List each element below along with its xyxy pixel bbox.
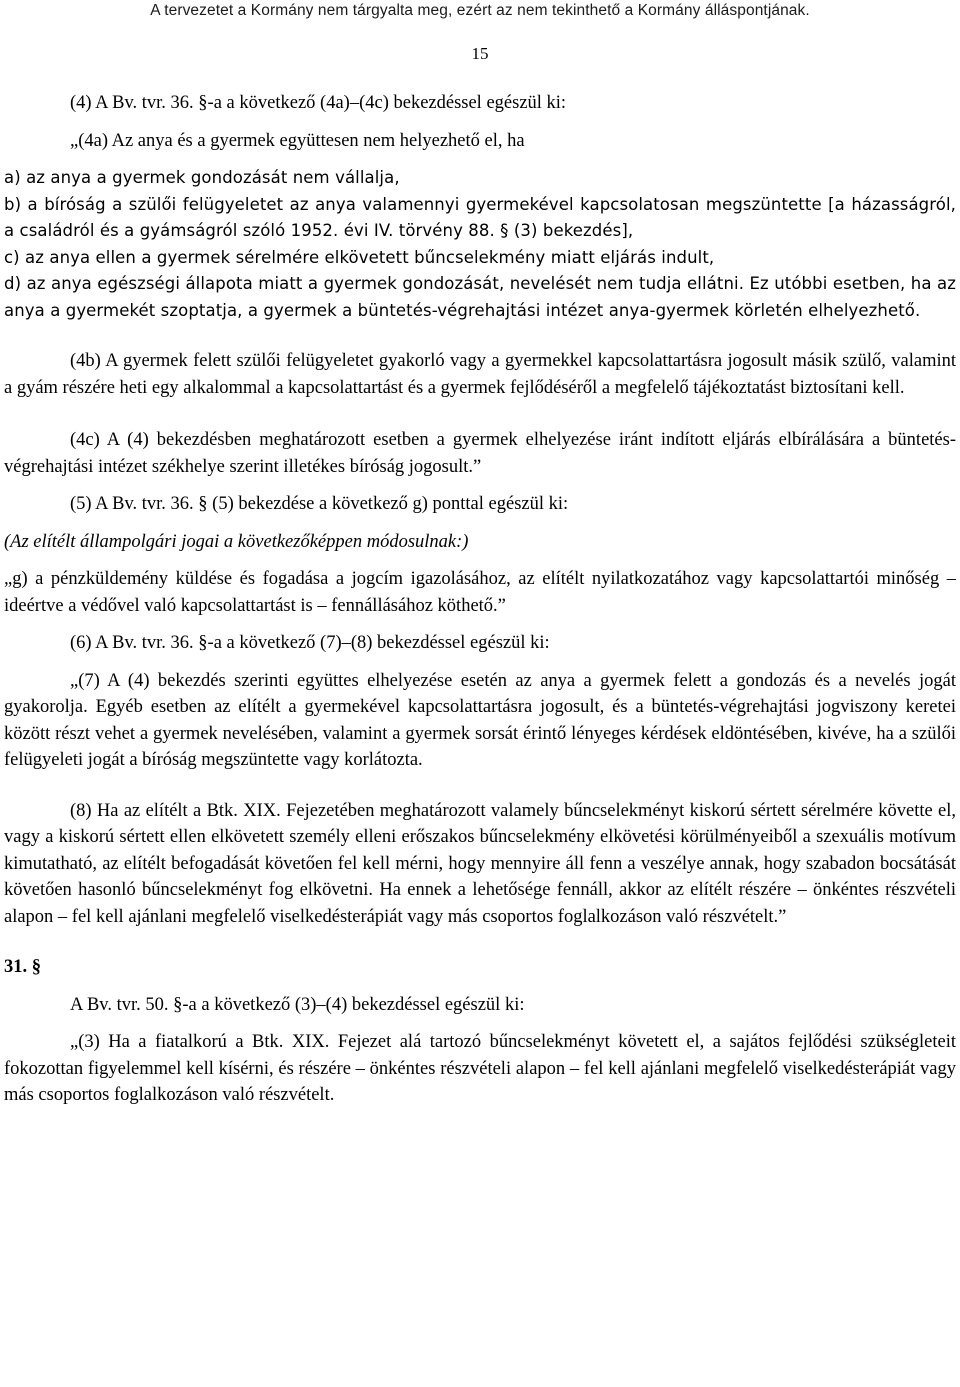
page-number: 15	[471, 44, 489, 63]
paragraph-8: (8) Ha az elítélt a Btk. XIX. Fejezetében meghatározott valamely bűncselekményt kiskorú sértett sérelmére követte el, vagy a kiskorú sértett ellen elkövetett személy elleni erőszakos bűncselekmény elkövetési körülményeiből a szexuális motívum kimutatható, az elítélt befogadását követően fel kell mérni, hogy mennyire áll fenn a veszélye annak, hogy szabadon bocsátását követően hasonló bűncselekményt fog elkövetni. Ha ennek a lehetősége fennáll, akkor az elítélt részére – önkéntes részvételi alapon – fel kell ajánlani megfelelő viselkedésterápiát vagy más csoportos foglalkozáson való részvételt.”	[4, 800, 956, 927]
document-body	[4, 90, 956, 1109]
paragraph-5-g: „g) a pénzküldemény küldése és fogadása a jogcím igazolásához, az elítélt nyilatkozatához vagy kapcsolattartói minőség – ideértve a védővel való kapcsolattartást is – fennállásához köthető.”	[4, 569, 956, 616]
list-item-c: c) az anya ellen a gyermek sérelmére elkövetett bűncselekmény miatt eljárás indult,	[4, 247, 715, 267]
paragraph-31-intro: A Bv. tvr. 50. §-a a következő (3)–(4) bekezdéssel egészül ki:	[70, 994, 525, 1015]
list-item-a: a) az anya a gyermek gondozását nem vállalja,	[4, 168, 400, 187]
paragraph-4-intro: (4) A Bv. tvr. 36. §-a a következő (4a)–(4c) bekezdéssel egészül ki:	[70, 93, 567, 113]
paragraph-7: „(7) A (4) bekezdés szerinti együttes elhelyezése esetén az anya a gyermek felett a gondozás és a nevelés jogát gyakorolja. Egyéb esetben az elítélt a gyermekével kapcsolattartásra jogosult, és a büntetés-végrehajtási jogviszony keretei között részt vehet a gyermek nevelésében, valamint a gyermek sorsát érintő lényeges kérdések eldöntésében, kivéve, ha a szülői felügyeleti jogát a bíróság megszüntette vagy korlátozta.	[4, 670, 956, 770]
paragraph-4a-intro: „(4a) Az anya és a gyermek együttesen nem helyezhető el, ha	[70, 130, 525, 151]
paragraph-5-italic: (Az elítélt állampolgári jogai a következőképpen módosulnak:)	[4, 531, 469, 552]
list-item-d: d) az anya egészségi állapota miatt a gyermek gondozását, nevelését nem tudja ellátni. Ez utóbbi esetben, ha az anya a gyermekét szoptatja, a gyermek a büntetés-végrehajtási intézet anya-gyermek körletén elhelyezhető.	[4, 274, 956, 320]
section-heading: 31. §	[4, 957, 41, 977]
paragraph-6-intro: (6) A Bv. tvr. 36. §-a a következő (7)–(8) bekezdéssel egészül ki:	[70, 633, 550, 653]
list-item-b: b) a bíróság a szülői felügyeletet az anya valamennyi gyermekével kapcsolatosan megszüntette [a házasságról, a családról és a gyámságról szóló 1952. évi IV. törvény 88. § (3) bekezdés],	[4, 194, 956, 240]
paragraph-4a-list	[4, 165, 956, 324]
paragraph-5-intro: (5) A Bv. tvr. 36. § (5) bekezdése a következő g) ponttal egészül ki:	[70, 494, 569, 514]
paragraph-4b: (4b) A gyermek felett szülői felügyeletet gyakorló vagy a gyermekkel kapcsolattartásra jogosult másik szülő, valamint a gyám részére heti egy alkalommal a kapcsolattartást és a gyermek fejlődéséről a megfelelő tájékoztatást biztosítani kell.	[4, 351, 956, 398]
paragraph-4c: (4c) A (4) bekezdésben meghatározott esetben a gyermek elhelyezése iránt indított eljárás elbírálására a büntetés-végrehajtási intézet székhelye szerint illetékes bíróság jogosult.”	[4, 430, 956, 477]
paragraph-31-3: „(3) Ha a fiatalkorú a Btk. XIX. Fejezet alá tartozó bűncselekményt követett el, a sajátos fejlődési szükségleteit fokozottan figyelemmel kell kísérni, és részére – önkéntes részvételi alapon – fel kell ajánlani megfelelő viselkedésterápiát vagy más csoportos foglalkozáson való részvételt.	[4, 1032, 956, 1105]
page-header-disclaimer: A tervezetet a Kormány nem tárgyalta meg, ezért az nem tekinthető a Kormány álláspontjának.	[150, 2, 810, 19]
